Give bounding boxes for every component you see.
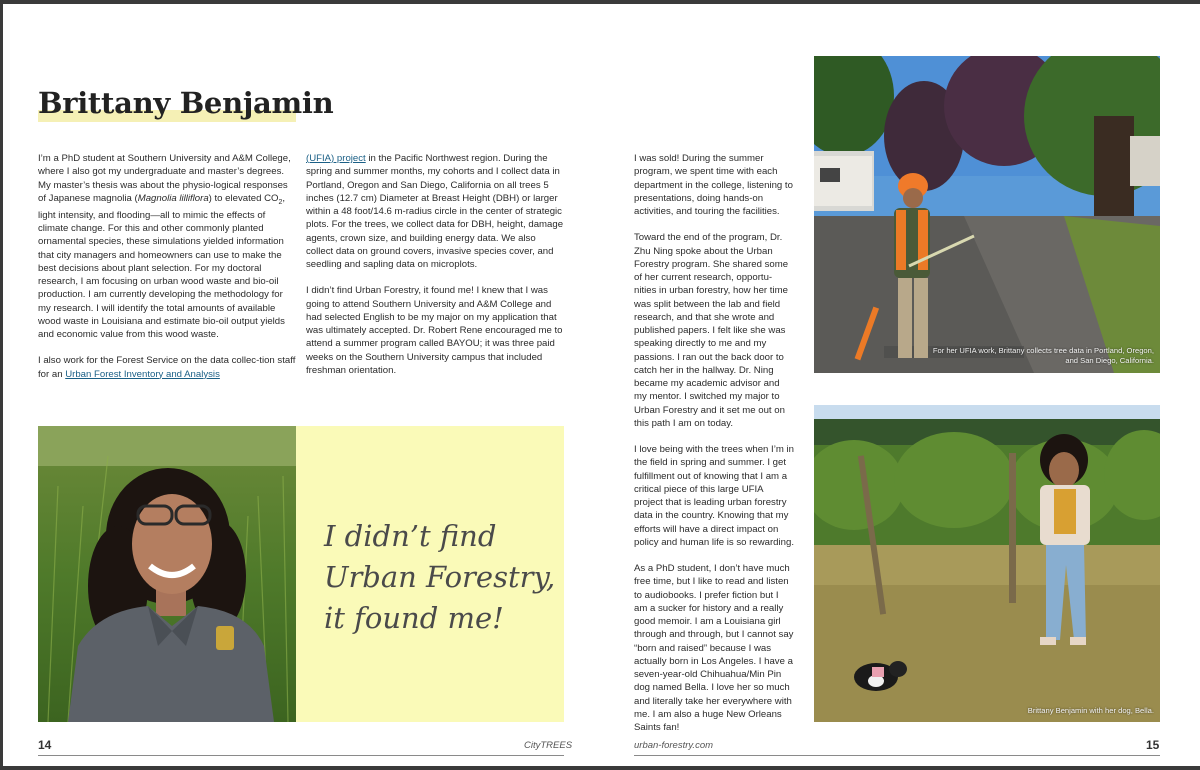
paragraph-sold: I was sold! During the summer program, we spent time with each department in the college, listening to presentations, doing hands-on activities, and touring the facilities. <box>634 153 793 217</box>
paragraph-found-me: I didn’t find Urban Forestry, it found me! I knew that I was going to attend Southern University and A&M College and had selected English to be my major on my application that was ultimately accepted. Dr. Robert Rene encouraged me to attend a summer program called BAYOU; it was three paid weeks on the Southern University campus that included freshman orientation. <box>306 285 563 376</box>
species-name: Magnolia lilliflora <box>137 192 209 204</box>
paragraph-ufia-text: in the Pacific Northwest region. During the spring and summer months, my cohorts and I collect data in Portland, Oregon and San Diego, California on all trees 5 inches (12.7 cm) Diameter at Breast Height (DBH) or larger within a 48 foot/14.6 m-radius circle in the center of strategic plots. For the trees, we collect data for DBH, height, damage agents, crown size, and building energy data. We also collect data on ground covers, invasive species cover, and seedling and sapling data on microplots. <box>306 153 564 270</box>
fieldwork-caption: For her UFIA work, Brittany collects tree data in Portland, Oregon, and San Diego, California. <box>932 346 1154 365</box>
page-number-left: 14 <box>38 738 52 752</box>
pull-quote-line-2: Urban Forestry, <box>324 560 556 594</box>
co2-subscript: 2 <box>278 198 283 206</box>
left-border <box>0 0 3 770</box>
bottom-border <box>0 766 1200 770</box>
portrait-photo <box>38 426 296 722</box>
text-column-right <box>634 152 794 734</box>
footer-rule-right <box>634 755 1160 756</box>
ufia-link[interactable]: Urban Forest Inventory and Analysis <box>65 368 220 380</box>
pull-quote-line-1: I didn’t find <box>324 519 497 553</box>
paragraph-dr-ning: Toward the end of the program, Dr. Zhu Ning spoke about the Urban Forestry program. She shared some of her current research, opportu-nities in urban forestry, how her time was split between the lab and field research, and that she wrote and published papers. I felt like she was speaking directly to me and my passions. I ran out the back door to catch her in the hallway. Dr. Ning became my academic advisor and my mentor. I switched my major to Urban Forestry and it set me out on this path I am on today. <box>634 232 789 429</box>
pull-quote <box>324 516 555 639</box>
paragraph-trees: I love being with the trees when I’m in the field in spring and summer. I get fulfillment out of knowing that I am a critical piece of this large UFIA project that is leading urban forestry data in the country. Knowing that my efforts will have a direct impact on policy and human life is so rewarding. <box>634 444 794 548</box>
paragraph-forest-service-text: I also work for the Forest Service on the data collec-tion staff for an <box>38 355 296 380</box>
footer-rule-left <box>38 755 564 756</box>
page-number-right: 15 <box>1146 738 1160 752</box>
article-title: Brittany Benjamin <box>38 86 334 120</box>
paragraph-ufia <box>306 152 564 271</box>
paragraph-intro: I’m a PhD student at Southern University and A&M College, where I also got my undergraduate and master’s degrees. My master’s thesis was about the physio-logical responses of Japanese magnolia (Magnolia lilliflora) to elevated $CO_2$, light intensity, and flooding—all to mimic the effects of climate change. For this and other commonly planted ornamental species, these simulations yielded information that city managers and homeowners can use to make the best decisions about plant selection. For my doctoral research, I am focusing on urban wood waste and bio-oil production. I am currently developing the methodology for my research. I will identify the total amounts of available wood waste in Louisiana and estimate bio-oil output yields and economic value from this wood waste. <box>38 153 291 341</box>
paragraph-forest-service <box>38 354 296 381</box>
fieldwork-photo <box>814 56 1160 373</box>
text-column-middle <box>306 152 564 377</box>
website-link[interactable]: urban-forestry.com <box>634 740 714 751</box>
dog-caption: Brittany Benjamin with her dog, Bella. <box>1027 706 1154 715</box>
dog-photo <box>814 405 1160 722</box>
paragraph-free-time: As a PhD student, I don’t have much free time, but I like to read and listen to audiobooks. I prefer fiction but I am a sucker for history and a really good memoir. I am a Louisiana girl through and through, but I cannot say “born and raised” because I was actually born in Los Angeles. I have a seven-year-old Chihuahua/Min Pin dog named Bella. I love her so much and literally take her everywhere with me. I am also a huge New Orleans Saints fan! <box>634 563 794 733</box>
pull-quote-line-3: it found me! <box>324 601 504 635</box>
magazine-name: CityTREES <box>524 740 573 751</box>
text-column-left <box>38 152 296 381</box>
ufia-project-link[interactable]: (UFIA) project <box>306 153 366 164</box>
top-border <box>0 0 1200 4</box>
